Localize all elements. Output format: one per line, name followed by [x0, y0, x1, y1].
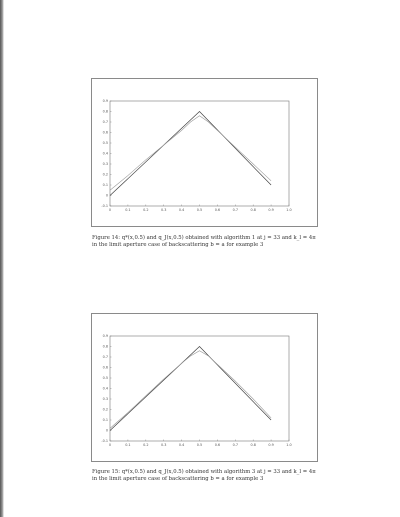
fig15-x-tick-label: 0.2 [143, 443, 149, 447]
figure-14-plot [91, 78, 318, 227]
fig15-y-tick-label: 0.7 [102, 355, 108, 360]
fig14-y-tick-label: 0.6 [102, 130, 108, 135]
fig15-y-tick-label: 0 [105, 428, 108, 433]
fig14-x-tick-label: 0.5 [196, 208, 203, 212]
fig15-y-tick-label: -0.1 [101, 439, 108, 444]
fig15-y-tick-label: 0.1 [102, 418, 108, 423]
fig14-x-tick-label: 0.2 [143, 208, 149, 212]
fig14-series-1-line [110, 112, 271, 196]
figure-14-chart [92, 79, 317, 226]
fig14-series-2-line [110, 116, 271, 191]
fig15-series-2-line [110, 351, 271, 429]
fig14-y-tick-label: 0.5 [102, 141, 108, 146]
fig14-y-tick-label: 0 [105, 193, 108, 198]
figure-15-chart [92, 314, 317, 461]
fig15-x-tick-label: 1.0 [286, 443, 292, 447]
fig14-y-tick-label: -0.1 [101, 204, 108, 209]
fig15-y-tick-label: 0.2 [102, 407, 108, 412]
fig14-x-tick-label: 0.7 [232, 208, 239, 212]
fig15-x-tick-label: 0.1 [125, 443, 131, 447]
fig14-x-tick-label: 0 [108, 208, 112, 212]
figure-14-caption: Figure 14: q*(x,0.5) and q_J(x,0.5) obtained with algorithm 1 at j = 33 and k_l = 4π in the limit aperture case of backscattering b = a for example 3 [92, 235, 316, 248]
fig14-y-tick-label: 0.2 [102, 172, 108, 177]
fig15-x-tick-label: 0.3 [160, 443, 167, 447]
fig14-x-tick-label: 0.4 [178, 208, 185, 212]
fig14-y-tick-label: 0.4 [102, 151, 108, 156]
fig15-x-tick-label: 0.8 [250, 443, 256, 447]
fig14-y-tick-label: 0.8 [102, 109, 108, 114]
fig14-y-tick-label: 0.9 [102, 99, 108, 104]
fig15-y-tick-label: 0.6 [102, 365, 108, 370]
fig14-x-tick-label: 0.8 [250, 208, 256, 212]
fig14-x-tick-label: 0.1 [125, 208, 131, 212]
fig14-x-tick-label: 0.6 [214, 208, 221, 212]
fig14-y-tick-label: 0.7 [102, 120, 108, 125]
fig15-y-tick-label: 0.3 [102, 397, 108, 402]
fig15-x-tick-label: 0.7 [232, 443, 239, 447]
fig14-x-tick-label: 1.0 [286, 208, 292, 212]
fig14-x-tick-label: 0.3 [160, 208, 167, 212]
fig14-axes-box [110, 101, 289, 206]
scan-page-edge [0, 0, 4, 517]
fig15-x-tick-label: 0.4 [178, 443, 185, 447]
fig15-axes-box [110, 336, 289, 441]
fig15-x-tick-label: 0.9 [268, 443, 274, 447]
fig15-y-tick-label: 0.5 [102, 376, 108, 381]
figure-15-caption: Figure 15: q*(x,0.5) and q_J(x,0.5) obtained with algorithm 3 at j = 33 and k_l = 4π in the limit aperture case of backscattering b = a for example 3 [92, 469, 316, 482]
fig15-x-tick-label: 0.5 [196, 443, 203, 447]
fig14-x-tick-label: 0.9 [268, 208, 274, 212]
fig15-x-tick-label: 0 [108, 443, 112, 447]
fig14-y-tick-label: 0.3 [102, 162, 108, 167]
fig15-y-tick-label: 0.9 [102, 334, 108, 339]
figure-15-plot [91, 313, 318, 462]
fig15-x-tick-label: 0.6 [214, 443, 221, 447]
fig14-y-tick-label: 0.1 [102, 183, 108, 188]
fig15-y-tick-label: 0.8 [102, 344, 108, 349]
fig15-series-1-line [110, 347, 271, 431]
fig15-y-tick-label: 0.4 [102, 386, 108, 391]
